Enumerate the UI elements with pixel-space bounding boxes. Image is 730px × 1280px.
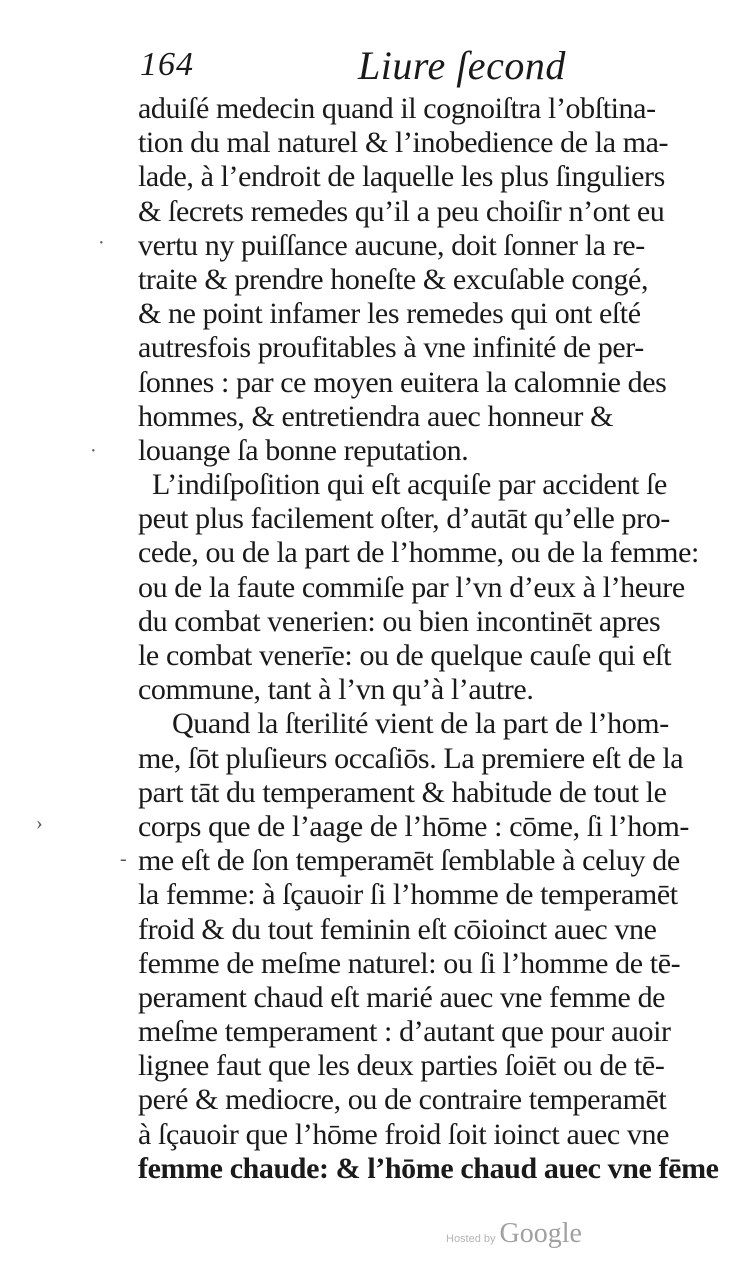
text-line: part tāt du temperament & habitude de tout le [138,775,667,809]
google-watermark [446,1218,582,1252]
running-title: Liure ſecond [358,43,566,88]
text-line: peut plus facilement oſter, d’autāt qu’elle pro- [138,502,670,536]
text-line: me eſt de ſon temperamēt ſemblable à celuy de [138,844,680,878]
text-line: tion du mal naturel & l’inobedience de la ma- [138,126,669,160]
hosted-by-label: Hosted by [446,1233,496,1245]
text-line: lade, à l’endroit de laquelle les plus ſinguliers [138,160,665,194]
text-line: autresfois proufitables à vne infinité de per- [138,331,644,365]
text-line: le combat venerīe: ou de quelque cauſe qui eſt [138,639,672,672]
google-logo: Google [499,1218,582,1249]
margin-ink-mark: · [90,440,97,462]
text-line: du combat venerien: ou bien incontinēt apres [138,604,661,638]
text-line: louange ſa bonne reputation. [138,433,469,467]
margin-ink-mark: - [120,848,127,870]
text-line: commune, tant à l’vn qu’à l’autre. [138,673,534,707]
text-line: perament chaud eſt marié auec vne femme de [138,980,666,1014]
text-line: femme de meſme naturel: ou ſi l’homme de tē- [138,946,681,980]
text-line: froid & du tout feminin eſt cōioinct auec vne [138,912,657,946]
page-header [140,42,700,92]
text-line: la femme: à ſçauoir ſi l’homme de temperamēt [138,878,678,912]
text-line: ſonnes : par ce moyen euitera la calomnie des [138,365,667,399]
text-line: ou de la faute commiſe par l’vn d’eux à l’heure [138,570,685,604]
text-line: hommes, & entretiendra auec honneur & [138,399,614,433]
text-line: à ſçauoir que l’hōme froid ſoit ioinct auec vne [138,1117,670,1151]
body-text [138,92,719,1186]
page-number: 164 [140,46,194,83]
text-line: peré & mediocre, ou de contraire temperamēt [138,1083,667,1117]
text-line: me, ſōt pluſieurs occaſiōs. La premiere eſt de la [138,741,684,775]
text-line: aduiſé medecin quand il cognoiſtra l’obſtina- [138,92,656,125]
paragraph-start-line: L’indiſpoſition qui eſt acquiſe par accident ſe [152,468,667,502]
margin-ink-mark: › [36,812,43,834]
text-line: & ſecrets remedes qu’il a peu choiſir n’ont eu [138,194,665,228]
text-line: lignee faut que les deux parties ſoiēt ou de tē- [138,1049,665,1083]
paragraph-start-line: Quand la ſterilité vient de la part de l’hom- [172,707,669,741]
text-line: & ne point infamer les remedes qui ont eſté [138,297,641,331]
margin-ink-mark: · [98,232,105,254]
text-line: meſme temperament : d’autant que pour auoir [138,1015,671,1049]
text-line: vertu ny puiſſance aucune, doit ſonner la re- [138,228,645,262]
text-line: traite & prendre honeſte & excuſable congé, [138,262,649,296]
text-line: corps que de l’aage de l’hōme : cōme, ſi l’hom- [138,809,689,843]
text-line: femme chaude: & l’hōme chaud auec vne fēme [138,1151,719,1185]
text-line: cede, ou de la part de l’homme, ou de la femme: [138,536,699,570]
